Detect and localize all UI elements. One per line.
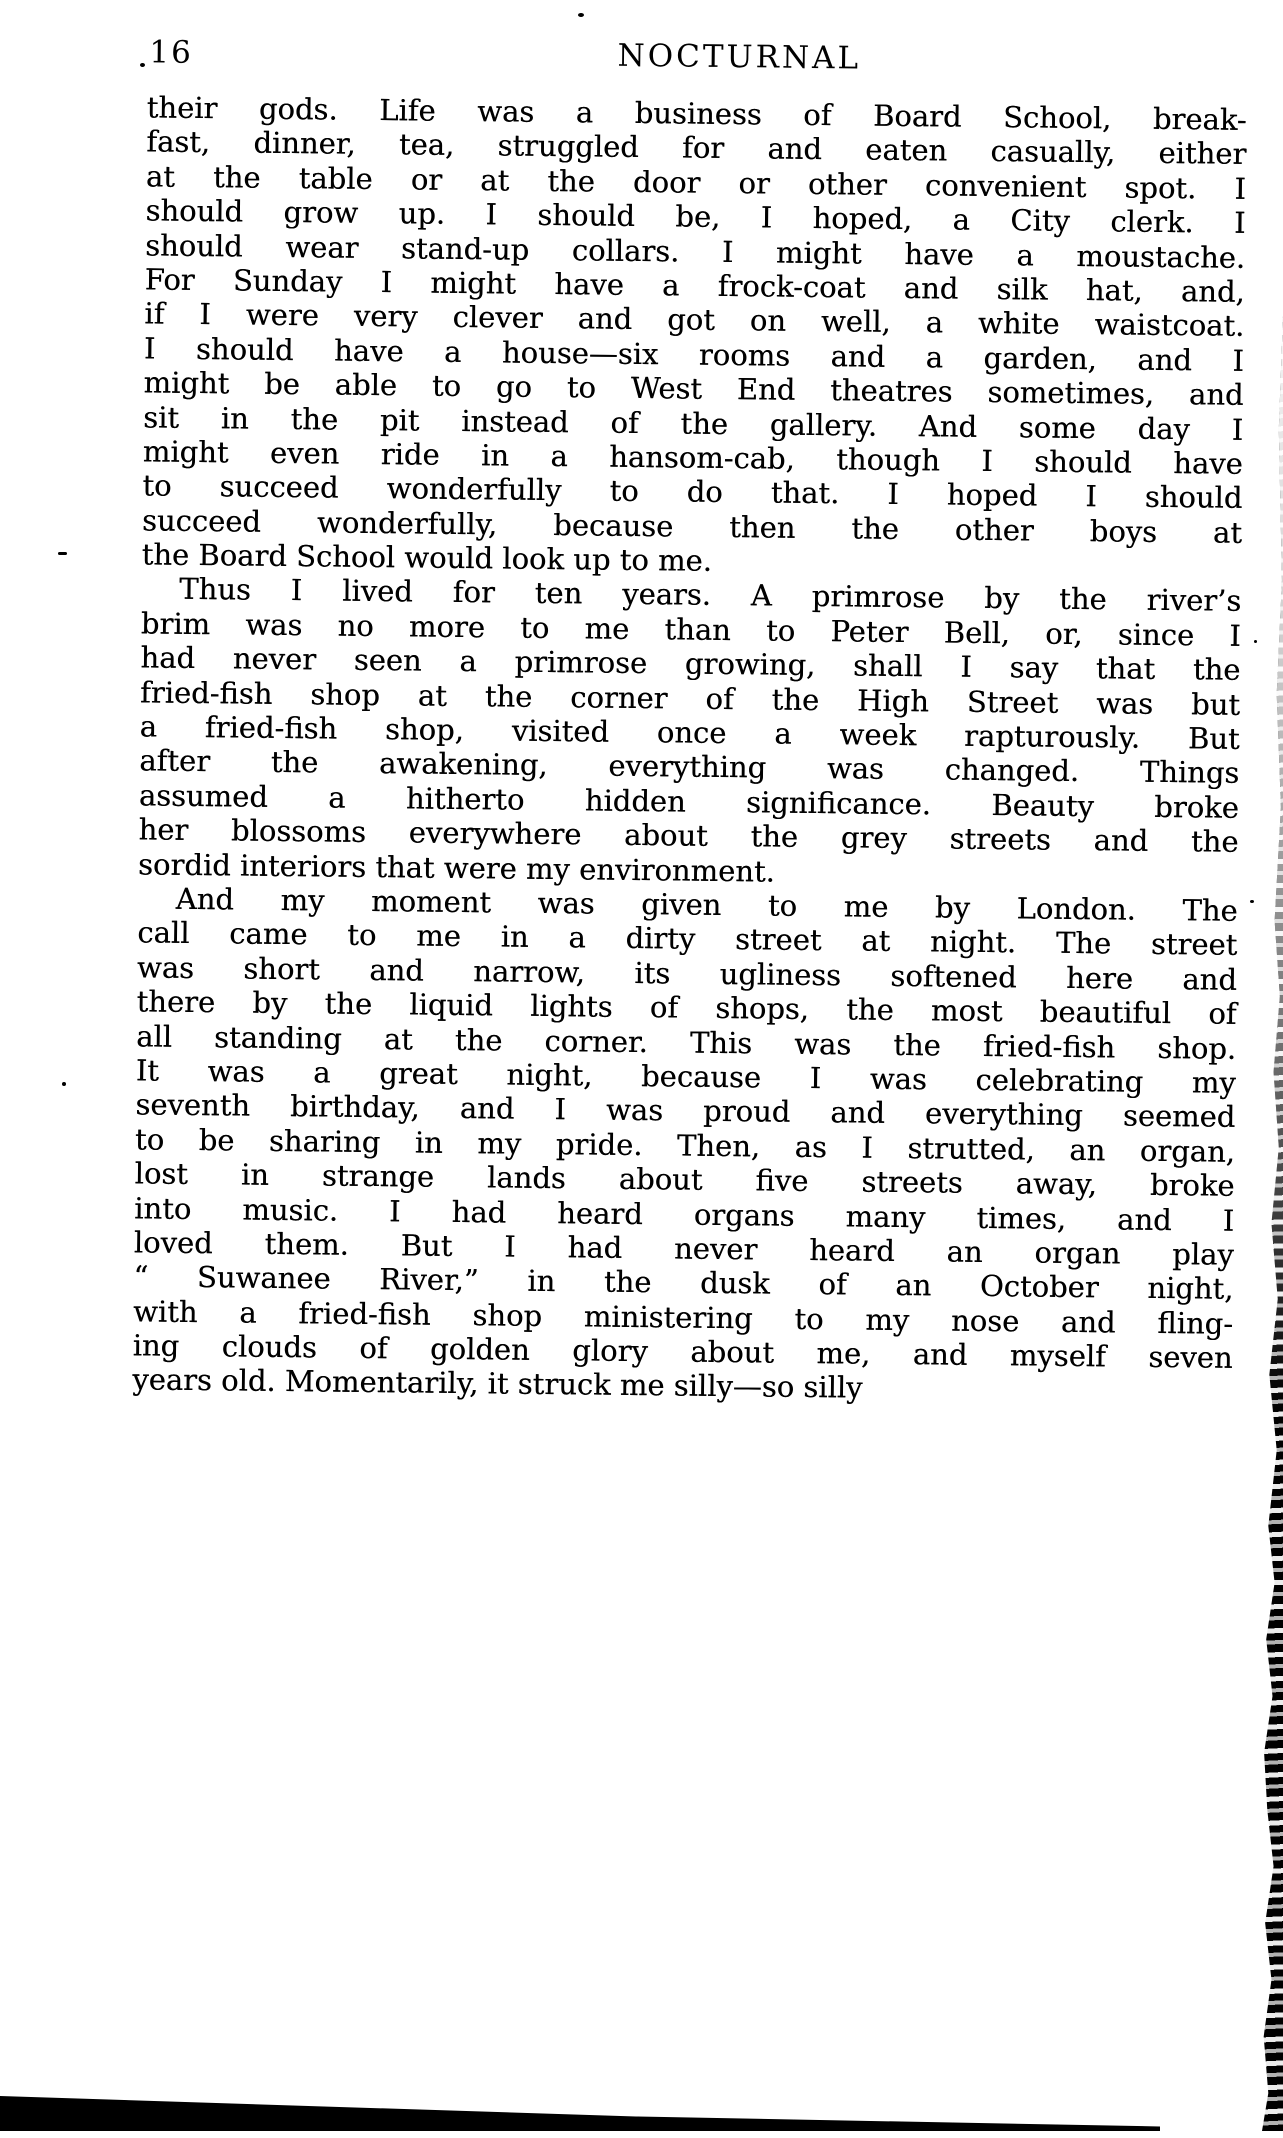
text-line: to succeed wonderfully to do that. I hoped I should bbox=[142, 468, 1243, 516]
text-line: had never seen a primrose growing, shall I say that the bbox=[140, 640, 1241, 688]
page-number: 16 bbox=[149, 34, 194, 71]
text-line: if I were very clever and got on well, a white waistcoat. bbox=[144, 296, 1245, 344]
paragraph bbox=[132, 881, 1238, 1409]
scan-artifact-speck bbox=[58, 552, 67, 555]
text-line: there by the liquid lights of shops, the most beautiful of bbox=[136, 984, 1237, 1031]
scan-artifact-speck bbox=[62, 1082, 66, 1086]
text-line: might even ride in a hansom-cab, though I should have bbox=[142, 434, 1243, 481]
text-line: brim was no more to me than to Peter Bell, or, since I bbox=[140, 606, 1242, 653]
text-line: Thus I lived for ten years. A primrose by the river’s bbox=[179, 572, 1242, 619]
text-line: to be sharing in my pride. Then, as I strutted, an organ, bbox=[134, 1122, 1236, 1169]
text-line: seventh birthday, and I was proud and everything seemed bbox=[135, 1087, 1236, 1135]
text-line: their gods. Life was a business of Board School, break- bbox=[146, 90, 1247, 137]
scan-artifact-speck bbox=[578, 13, 584, 17]
text-column bbox=[132, 32, 1247, 1409]
text-line: And my moment was given to me by London. The bbox=[175, 881, 1238, 928]
text-line: I should have a house—six rooms and a garden, and I bbox=[143, 331, 1245, 378]
text-line: should grow up. I should be, I hoped, a City clerk. I bbox=[145, 193, 1246, 241]
text-line: ing clouds of golden glory about me, and myself seven bbox=[132, 1328, 1233, 1375]
scan-artifact-speck bbox=[140, 63, 145, 67]
text-line: was short and narrow, its ugliness softened here and bbox=[136, 950, 1238, 997]
text-line: succeed wonderfully, because then the other boys at bbox=[141, 503, 1243, 550]
text-line: lost in strange lands about five streets away, broke bbox=[134, 1156, 1235, 1203]
scan-artifact-speck bbox=[1250, 900, 1254, 903]
text-line: after the awakening, everything was changed. Things bbox=[139, 743, 1240, 791]
text-line: fried-fish shop at the corner of the High Street was but bbox=[139, 674, 1241, 722]
page-title: NOCTURNAL bbox=[617, 37, 862, 77]
text-line: a fried-fish shop, visited once a week rapturously. But bbox=[139, 709, 1240, 756]
text-line: call came to me in a dirty street at night. The street bbox=[137, 915, 1238, 963]
text-line: might be able to go to West End theatres sometimes, and bbox=[143, 365, 1244, 412]
text-line: the Board School would look up to me. bbox=[141, 537, 713, 578]
text-line: It was a great night, because I was celebrating my bbox=[135, 1053, 1236, 1100]
paragraph bbox=[141, 90, 1246, 584]
text-line: should wear stand-up collars. I might have a moustache. bbox=[144, 227, 1246, 275]
text-line: sordid interiors that were my environment. bbox=[137, 846, 776, 889]
text-line: assumed a hitherto hidden significance. Beauty broke bbox=[138, 778, 1240, 825]
text-line: sit in the pit instead of the gallery. And some day I bbox=[143, 399, 1244, 447]
text-line: For Sunday I might have a frock-coat and silk hat, and, bbox=[144, 262, 1245, 309]
text-line: with a fried-fish shop ministering to my nose and fling- bbox=[132, 1293, 1234, 1341]
scan-artifact-speck bbox=[1254, 640, 1257, 643]
text-line: all standing at the corner. This was the fried-fish shop. bbox=[136, 1018, 1237, 1066]
text-line: fast, dinner, tea, struggled for and eaten casually, either bbox=[146, 124, 1247, 172]
paragraph bbox=[138, 572, 1241, 894]
text-line: her blossoms everywhere about the grey streets and the bbox=[138, 812, 1239, 860]
text-line: years old. Momentarily, it struck me silly—so silly bbox=[132, 1362, 863, 1406]
body-text bbox=[132, 90, 1247, 1409]
text-line: into music. I had heard organs many times, and I bbox=[134, 1190, 1235, 1238]
text-line: loved them. But I had never heard an organ play bbox=[133, 1225, 1234, 1272]
text-line: “ Suwanee River,” in the dusk of an October night, bbox=[133, 1259, 1234, 1307]
text-line: at the table or at the door or other convenient spot. I bbox=[145, 159, 1247, 206]
